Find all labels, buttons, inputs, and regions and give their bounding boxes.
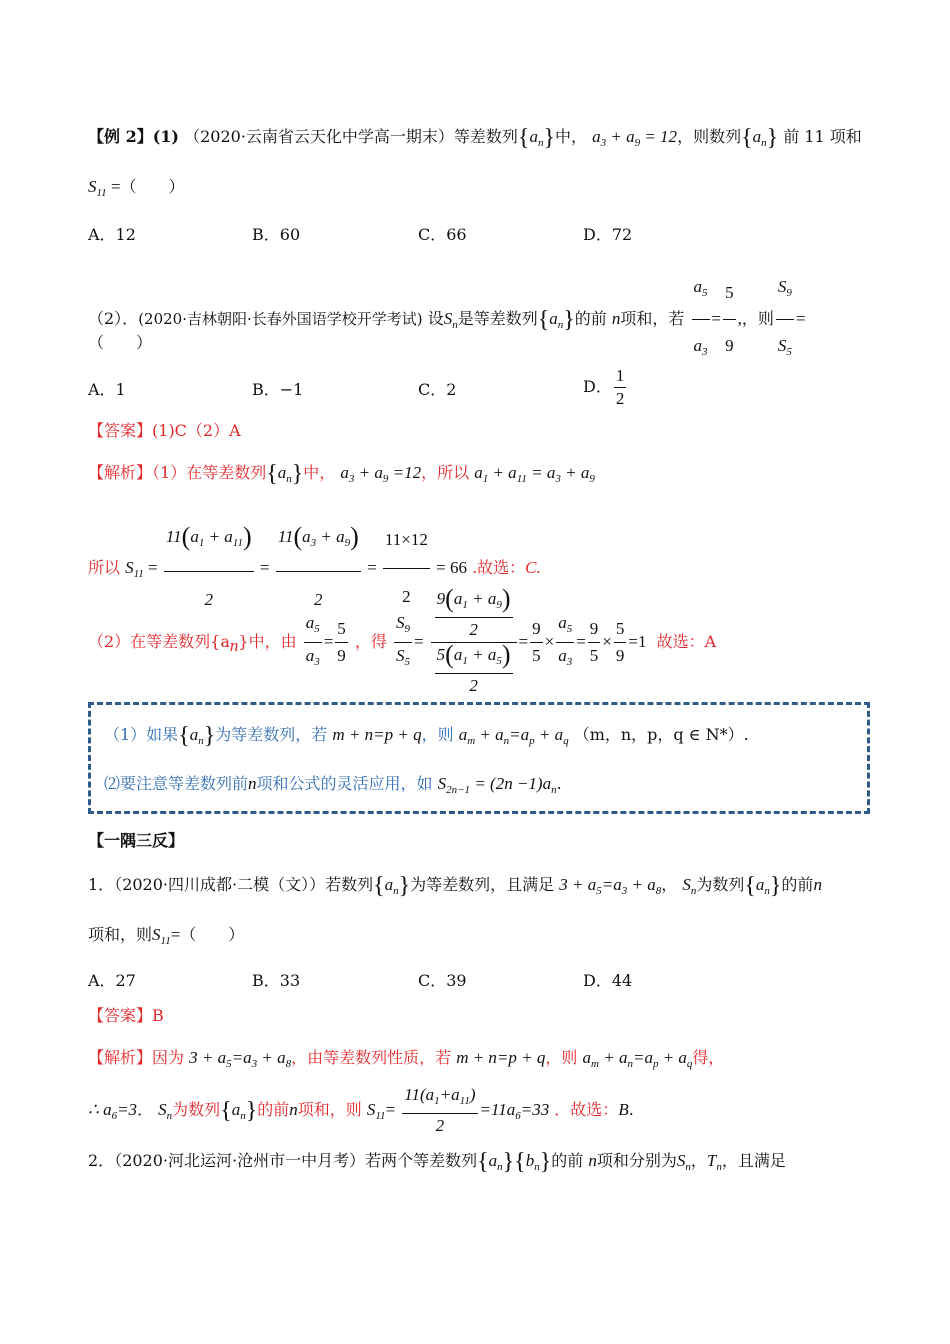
q1-answer-line: 【答案】B bbox=[88, 1006, 164, 1025]
practice-q1-line2: 项和，则$S_{11}=$（ ） bbox=[88, 925, 245, 947]
part1-condition: $a_3 + a_9 = 12$ bbox=[592, 127, 678, 149]
part2-option-d[interactable]: D． $\frac{1}{2}$ bbox=[583, 366, 625, 408]
part2-text-a: 设 bbox=[427, 309, 444, 328]
sequence-a-n: $\{a_n\}$ bbox=[517, 125, 555, 151]
part2-text-b: 是等差数列 bbox=[457, 309, 538, 328]
fraction-a5-a3: $\frac{a_5}{a_3}$ bbox=[692, 262, 710, 377]
fraction-5-9: $\frac{5}{9}$ bbox=[723, 268, 736, 371]
answer-value: (1)C（2）A bbox=[152, 421, 241, 440]
part1-question: $S_{11}$ bbox=[88, 177, 107, 199]
part2-option-b[interactable]: B．−1 bbox=[252, 380, 304, 399]
part2-blank: （ ） bbox=[88, 333, 153, 352]
q1-option-d[interactable]: D．44 bbox=[583, 971, 633, 990]
answer-label: 【答案】 bbox=[88, 421, 153, 440]
fraction-s11-step1: $\frac{11(a_1 + a_{11})}{2}$ bbox=[164, 510, 254, 627]
q1-explanation-line2: ∴ $a_6=3$． $S_n$为数列$\{a_n\}$的前n项和，则 $S_{11}=$ $\frac{11(a_1+a_{11})}{2}$ $=11a_6=33$ ．故选：B. bbox=[88, 1085, 634, 1135]
part1-text-a: 等差数列 bbox=[453, 127, 518, 146]
part1-source: （2020·云南省云天化中学高一期末） bbox=[184, 127, 454, 146]
part1-text-b: 中， bbox=[554, 127, 587, 146]
fraction-s11-step2: $\frac{11(a_3 + a_9)}{2}$ bbox=[276, 510, 361, 627]
part1-option-a[interactable]: A．12 bbox=[88, 225, 136, 244]
part2-option-c[interactable]: C．2 bbox=[418, 380, 457, 399]
q1-explanation-line1: 【解析】因为 $3 + a_5=a_3 + a_8$，由等差数列性质，若 m + n=p + q，则 $a_m + a_n=a_p + a_q$得， bbox=[88, 1048, 725, 1070]
part2-text-c: 的前 bbox=[574, 309, 607, 328]
nested-fraction: $\frac{\frac{9(a_1 + a_9)}{2}}{\frac{5(a_1 + a_5)}{2}}$ bbox=[431, 588, 517, 697]
q1-option-a[interactable]: A．27 bbox=[88, 971, 136, 990]
practice-heading: 【一隅三反】 bbox=[88, 831, 185, 850]
q1-answer: B bbox=[152, 1006, 164, 1025]
q1-option-b[interactable]: B．33 bbox=[252, 971, 301, 990]
fraction-s11-step3: $\frac{11\times 12}{2}$ bbox=[383, 513, 430, 624]
example-tag: 【例 2】 bbox=[88, 127, 153, 146]
fraction-1-2: $\frac{1}{2}$ bbox=[615, 366, 625, 408]
part1-option-c[interactable]: C．66 bbox=[418, 225, 467, 244]
q1-option-c[interactable]: C．39 bbox=[418, 971, 467, 990]
summary-line1: （1）如果$\{a_n\}$为等差数列，若 m + n=p + q，则 $a_m + a_n=a_p + a_q$ （m，n，p，q ∈ N*）. bbox=[104, 723, 749, 749]
explanation-line2: 所以 $S_{11}$ = $\frac{11(a_1 + a_{11})}{2}$ = $\frac{11(a_3 + a_9)}{2}$ = $\frac{11\times 12}{2}$ = 66 .故选：C. bbox=[88, 510, 541, 627]
part1-text-c: ，则数列 bbox=[677, 127, 742, 146]
explanation-label: 【解析】 bbox=[88, 463, 153, 482]
part1-number: (1) bbox=[152, 127, 179, 146]
part2-number: （2）． bbox=[88, 309, 139, 328]
sequence-a-n: $\{a_n\}$ bbox=[741, 125, 779, 151]
part2-source: (2020·吉林朝阳·长春外国语学校开学考试) bbox=[138, 310, 423, 328]
explanation-line3: （2）在等差数列$\{a_n\}$中，由 $\frac{a_5}{a_3}$ = $\frac{5}{9}$ ，得 $\frac{S_9}{S_5}$ = $\frac{\frac{9(a_1 + a_9)}{2}}{\frac{5(a_1 + a_5)}{2}}$ = $\frac{9}{5}$ × $\frac{a_5}{a_3}$ = $\frac{9}{5}$ × $\frac{5}{9}$ =1 故选：A bbox=[88, 584, 717, 695]
part1-option-d[interactable]: D．72 bbox=[583, 225, 633, 244]
part1-text-d: 前 11 项和 bbox=[783, 127, 862, 146]
summary-line2: ⑵要注意等差数列前n项和公式的灵活应用，如 $S_{2n-1} = (2n -1)a_n$. bbox=[104, 774, 562, 796]
example2-part1-line1 bbox=[88, 126, 862, 154]
example2-part1-line2: $S_{11}$ =（ ） bbox=[88, 177, 185, 199]
fraction-s9-s5: $\frac{S_9}{S_5}$ bbox=[776, 262, 794, 377]
part1-option-b[interactable]: B．60 bbox=[252, 225, 301, 244]
part2-option-a[interactable]: A．1 bbox=[88, 380, 126, 399]
part2-text-e: ，则 bbox=[741, 309, 774, 328]
answer-line bbox=[88, 420, 241, 442]
example2-part2-line1: （2）．(2020·吉林朝阳·长春外国语学校开学考试) 设$S_n$是等差数列$\{a_n\}$的前 n项和，若 $\frac{a_5}{a_3}$ = $\frac{5}{9}$ ,，则 $\frac{S_9}{S_5}$ = bbox=[88, 262, 805, 377]
q1-source: （2020·四川成都·二模（文）） bbox=[114, 875, 326, 894]
practice-q1-line1: 1．（2020·四川成都·二模（文））若数列$\{a_n\}$为等差数列，且满足 $3 + a_5=a_3 + a_8$， $S_n$为数列$\{a_n\}$的前n bbox=[88, 873, 822, 899]
practice-q2-line1: 2．（2020·河北运河·沧州市一中月考）若两个等差数列$\{a_n\}\{b_n\}$的前 n项和分别为$S_n$，$T_n$，且满足 bbox=[88, 1149, 786, 1175]
q2-source: （2020·河北运河·沧州市一中月考） bbox=[114, 1151, 366, 1170]
explanation-line1: 【解析】（1）在等差数列$\{a_n\}$中， $a_3 + a_9 =12$，所以 $a_1 + a_{11} = a_3 + a_9$ bbox=[88, 461, 595, 487]
part2-text-d: 项和，若 bbox=[620, 309, 685, 328]
